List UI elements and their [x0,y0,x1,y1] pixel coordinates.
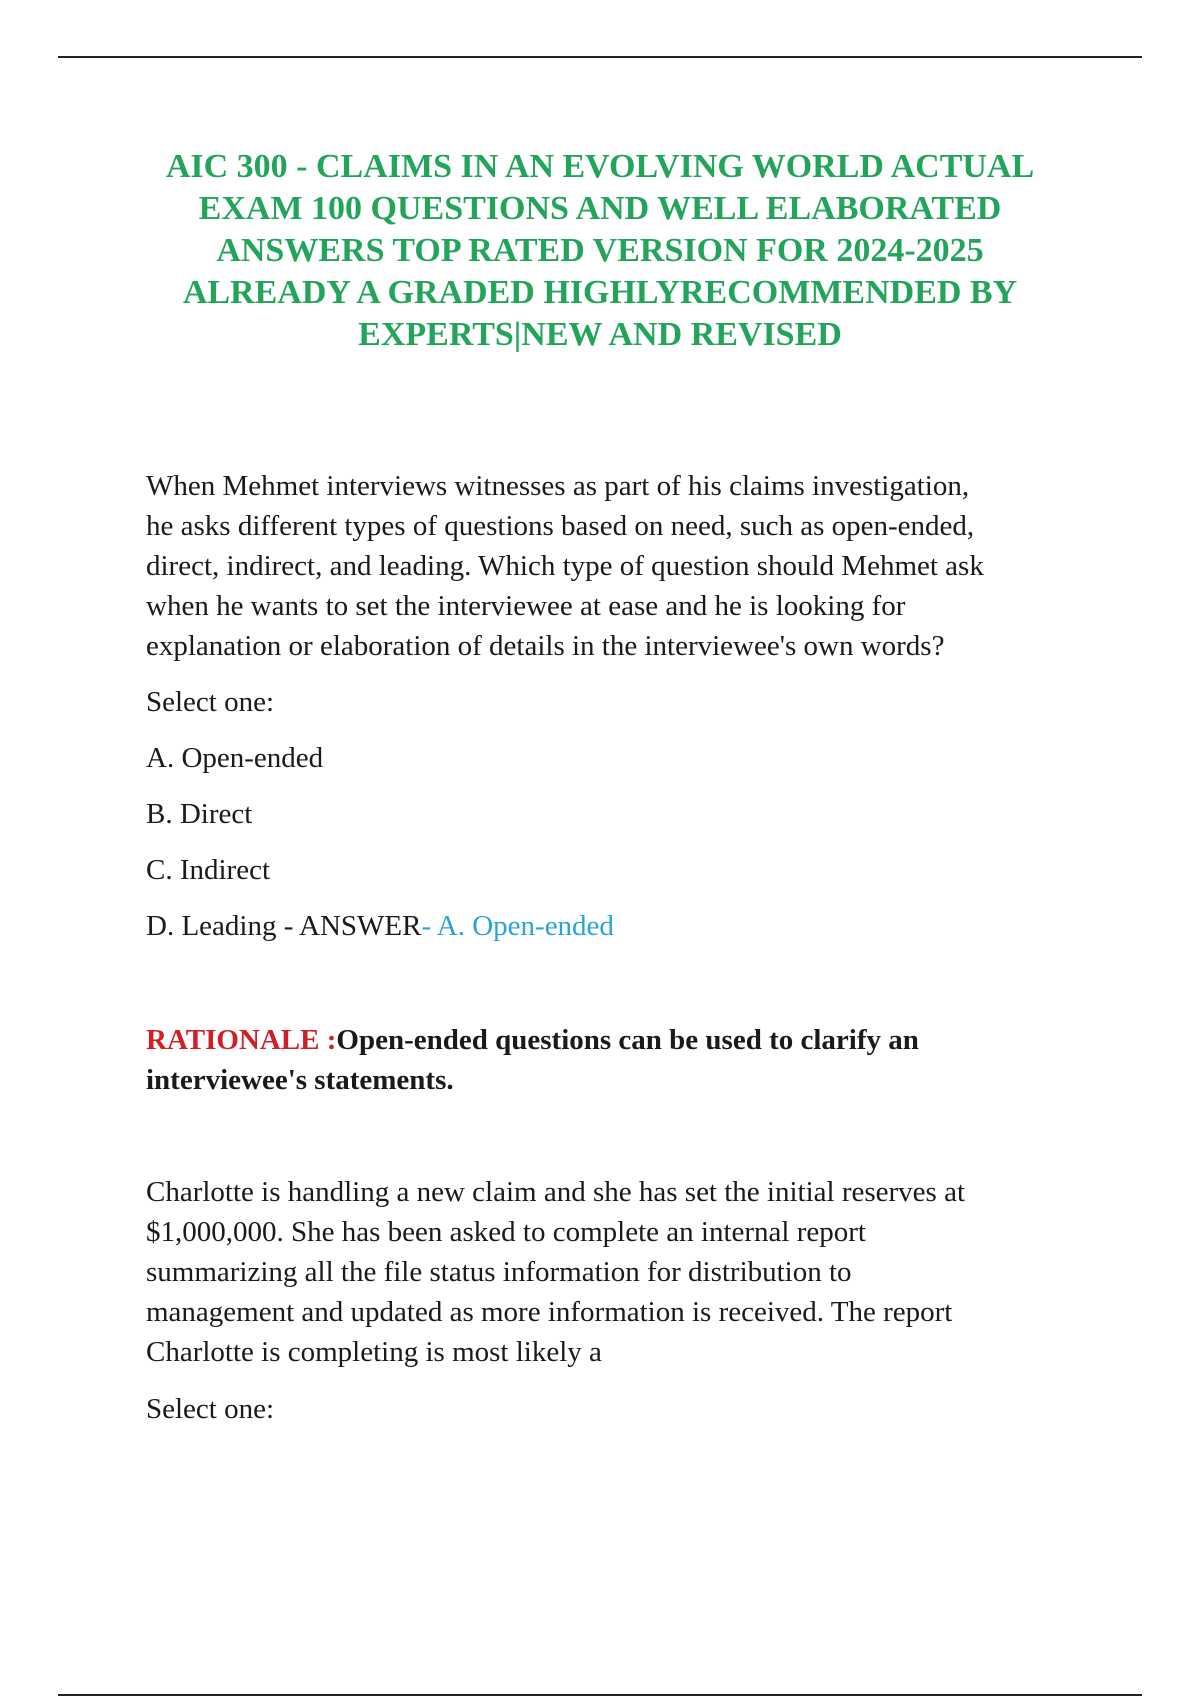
title-line: EXAM 100 QUESTIONS AND WELL ELABORATED [198,190,1002,227]
question-line: summarizing all the file status information for distribution to [146,1256,852,1288]
question-1-option-d [146,906,614,946]
question-line: Charlotte is completing is most likely a [146,1336,602,1368]
document-title [110,146,1090,356]
question-line: direct, indirect, and leading. Which type of question should Mehmet ask [146,550,984,582]
title-line: ALREADY A GRADED HIGHLYRECOMMENDED BY [182,274,1018,311]
answer-text: - A. Open-ended [421,910,614,942]
bottom-rule [58,1694,1142,1696]
question-line: when he wants to set the interviewee at ease and he is looking for [146,590,906,622]
title-line: AIC 300 - CLAIMS IN AN EVOLVING WORLD ACTUAL [165,148,1035,185]
option-d-text: D. Leading - ANSWER [146,910,422,942]
question-2-select-label: Select one: [146,1393,275,1425]
question-line: $1,000,000. She has been asked to complete an internal report [146,1216,866,1248]
question-line: When Mehmet interviews witnesses as part of his claims investigation, [146,470,970,502]
question-line: management and updated as more information is received. The report [146,1296,953,1328]
question-line: Charlotte is handling a new claim and she has set the initial reserves at [146,1176,966,1208]
question-1-option-b: B. Direct [146,798,253,830]
question-1-option-c: C. Indirect [146,854,271,886]
question-2-text [146,1172,1096,1372]
top-rule [58,56,1142,58]
rationale-text: interviewee's statements. [146,1064,454,1096]
question-line: he asks different types of questions based on need, such as open-ended, [146,510,975,542]
title-line: EXPERTS|NEW AND REVISED [358,316,842,353]
question-1-select-label: Select one: [146,686,275,718]
question-1-rationale [146,1020,1096,1100]
rationale-text: Open-ended questions can be used to clarify an [336,1024,919,1056]
question-1-text [146,466,1096,666]
title-line: ANSWERS TOP RATED VERSION FOR 2024-2025 [216,232,984,269]
rationale-label: RATIONALE : [146,1024,337,1056]
question-line: explanation or elaboration of details in the interviewee's own words? [146,630,945,662]
question-1-option-a: A. Open-ended [146,742,324,774]
